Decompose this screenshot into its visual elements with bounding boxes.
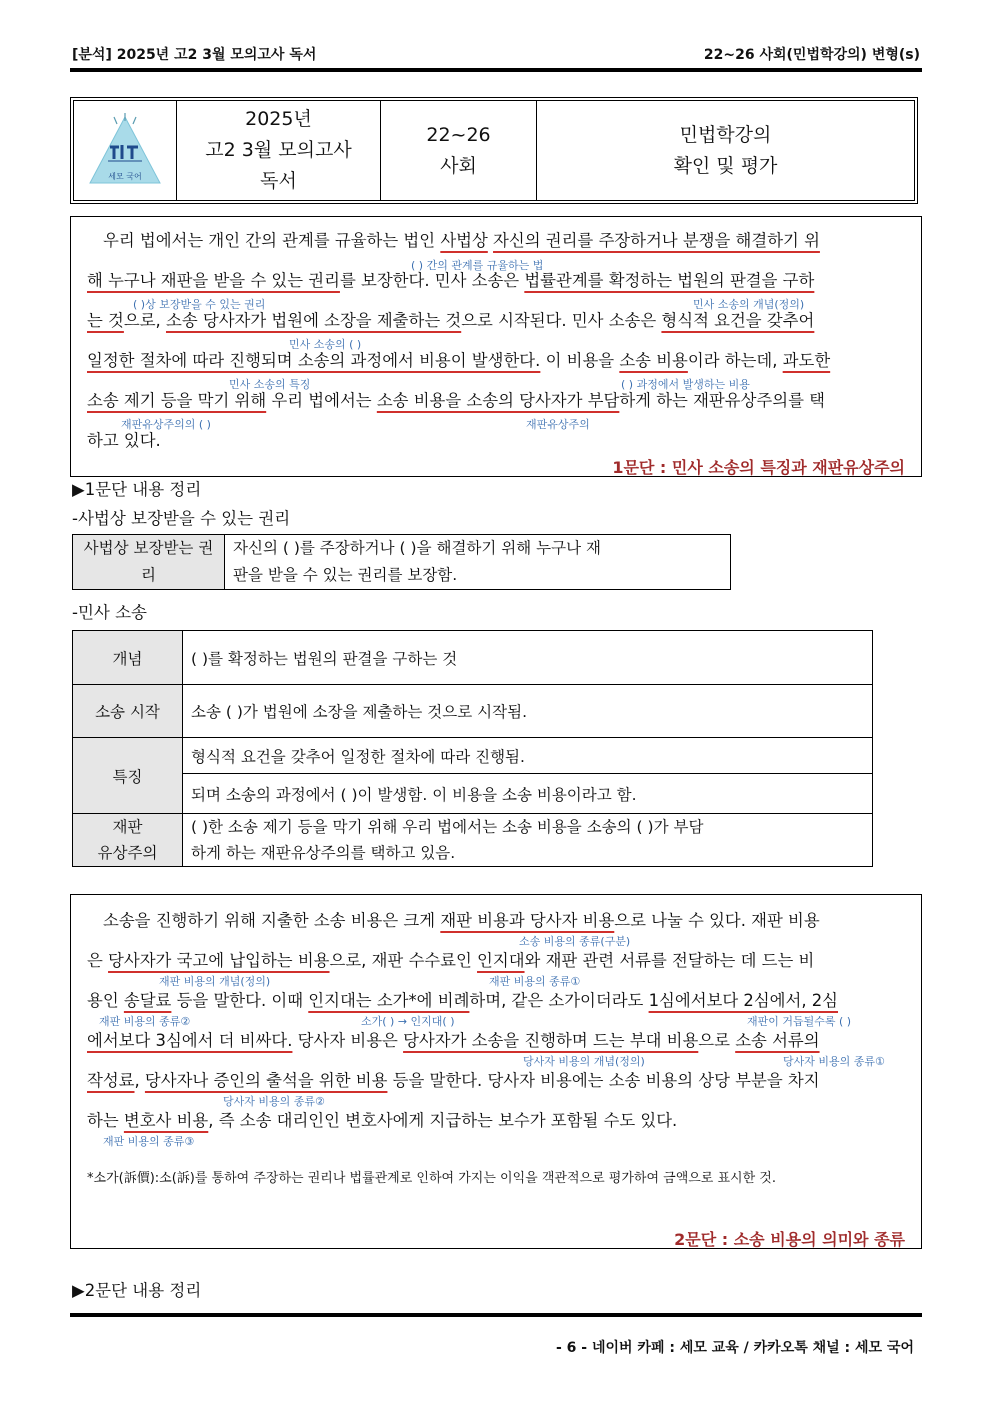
header-rule: [70, 68, 922, 72]
title-range-cell: [381, 101, 537, 200]
header-right: 22~26 사회(민법학강의) 변형(s): [703, 47, 920, 63]
annotation: 민사 소송의 특징: [229, 378, 311, 391]
annotation: 재판이 거듭될수록 ( ): [747, 1015, 852, 1028]
summary-1-sub-lawsuit: -민사 소송: [72, 603, 147, 622]
summary-2-heading: ▶2문단 내용 정리: [72, 1281, 202, 1300]
logo-text: 세모 국어: [108, 171, 142, 181]
rights-table-head: 사법상 보장받는 권리: [73, 535, 225, 590]
paragraph-1-text: 우리 법에서는 개인 간의 관계를 규율하는 법인 사법상 자신의 권리를 주장하거나 분쟁을 해결하기 위 해 누구나 재판을 받을 수 있는 권리를 보장한다. 민사 소송은 법률관계를 확정하는 법원의 판결을 구하 는 것으로, 소송 당사자가 법원에 소장을 제출하는 것으로 시작된다. 민사 소송은 형식적 요건을 갖추어 일정한 절차에 따라 진행되며 소송의 과정에서 비용이 발생한다. 이 비용을 소송 비용이라 하는데, 과도한 소송 제기 등을 막기 위해 우리 법에서는 소송 비용을 소송의 당사자가 부담하게 하는 재판유상주의를 택 하고 있다.: [87, 231, 831, 450]
footer-rule: [70, 1313, 922, 1317]
lawsuit-row-head: 소송 시작: [73, 685, 183, 738]
lawsuit-table: [72, 630, 873, 867]
logo-icon: [86, 111, 164, 191]
footnote: *소가(訴價):소(訴)를 통하여 주장하는 권리나 법률관계로 인하여 가지는 이익을 객관적으로 평가하여 금액으로 표시한 것.: [87, 1171, 776, 1186]
summary-1-sub-right: -사법상 보장받을 수 있는 권리: [72, 509, 291, 528]
annotation: 재판유상주의: [526, 418, 590, 431]
annotation: ( )상 보장받을 수 있는 권리: [133, 298, 266, 311]
title-topic-cell: [537, 101, 914, 200]
title-area: 독서: [260, 170, 297, 192]
lawsuit-row-head: 개념: [73, 631, 183, 685]
lawsuit-row-head: 특징: [73, 738, 183, 814]
title-exam: 고2 3월 모의고사: [205, 139, 352, 161]
paragraph-2-title: 2문단 : 소송 비용의 의미와 종류: [674, 1230, 905, 1249]
lawsuit-row-head: 재판 유상주의: [73, 814, 183, 867]
annotation: 소송 비용의 종류(구분): [519, 935, 631, 948]
title-range: 22~26: [426, 123, 491, 146]
title-subject: 사회: [440, 154, 477, 177]
lawsuit-row-body: ( )를 확정하는 법원의 판결을 구하는 것: [183, 631, 873, 685]
paragraph-2-text: 소송을 진행하기 위해 지출한 소송 비용은 크게 재판 비용과 당사자 비용으로 나눌 수 있다. 재판 비용 은 당사자가 국고에 납입하는 비용으로, 재판 수수료인 인지대와 재판 관련 서류를 전달하는 데 드는 비 용인 송달료 등을 말한다. 이때 인지대는 소가*에 비례하며, 같은 소가이더라도 1심에서보다 2심에서, 2심 에서보다 3심에서 더 비싸다. 당사자 비용은 당사자가 소송을 진행하며 드는 부대 비용으로 소송 서류의 작성료, 당사자나 증인의 출석을 위한 비용 등을 말한다. 당사자 비용에는 소송 비용의 상당 부분을 차지 하는 변호사 비용, 즉 소송 대리인인 변호사에게 지급하는 보수가 포함될 수도 있다.: [87, 911, 839, 1130]
annotation: 당사자 비용의 종류②: [223, 1095, 325, 1108]
annotation: 재판 비용의 종류③: [103, 1135, 195, 1148]
annotation: ( ) 간의 관계를 규율하는 법: [411, 259, 544, 272]
title-year: 2025년: [245, 108, 312, 130]
lawsuit-row-body: 되며 소송의 과정에서 ( )이 발생함. 이 비용을 소송 비용이라고 함.: [183, 774, 873, 814]
annotation: 재판유상주의의 ( ): [121, 418, 211, 431]
logo-cell: [74, 101, 177, 200]
rights-table-body: 자신의 ( )를 주장하거나 ( )을 해결하기 위해 누구나 재 판을 받을 수 있는 권리를 보장함.: [225, 535, 731, 590]
annotation: 민사 소송의 ( ): [289, 338, 362, 351]
paragraph-1-title: 1문단 : 민사 소송의 특징과 재판유상주의: [612, 458, 905, 477]
paragraph-2-box: [70, 894, 922, 1249]
summary-1-heading: ▶1문단 내용 정리: [72, 480, 202, 499]
title-box: [70, 97, 918, 204]
lawsuit-row-body: ( )한 소송 제기 등을 막기 위해 우리 법에서는 소송 비용을 소송의 ( )가 부담 하게 하는 재판유상주의를 택하고 있음.: [183, 814, 873, 867]
rights-table: [72, 534, 731, 590]
annotation: 소가( ) → 인지대( ): [361, 1015, 455, 1028]
header-left: [분석] 2025년 고2 3월 모의고사 독서: [72, 47, 317, 63]
paragraph-1-box: [70, 216, 922, 477]
title-year-cell: [177, 101, 381, 200]
annotation: 당사자 비용의 개념(정의): [523, 1055, 645, 1068]
annotation: ( ) 과정에서 발생하는 비용: [621, 378, 750, 391]
title-topic-sub: 확인 및 평가: [673, 154, 778, 177]
footer: - 6 - 네이버 카페 : 세모 교육 / 카카오톡 채널 : 세모 국어: [556, 1340, 914, 1356]
annotation: 민사 소송의 개념(정의): [693, 298, 805, 311]
annotation: 당사자 비용의 종류①: [783, 1055, 885, 1068]
lawsuit-row-body: 형식적 요건을 갖추어 일정한 절차에 따라 진행됨.: [183, 738, 873, 774]
lawsuit-row-body: 소송 ( )가 법원에 소장을 제출하는 것으로 시작됨.: [183, 685, 873, 738]
title-topic: 민법학강의: [679, 123, 772, 146]
annotation: 재판 비용의 종류①: [489, 975, 581, 988]
annotation: 재판 비용의 종류②: [99, 1015, 191, 1028]
annotation: 재판 비용의 개념(정의): [159, 975, 271, 988]
